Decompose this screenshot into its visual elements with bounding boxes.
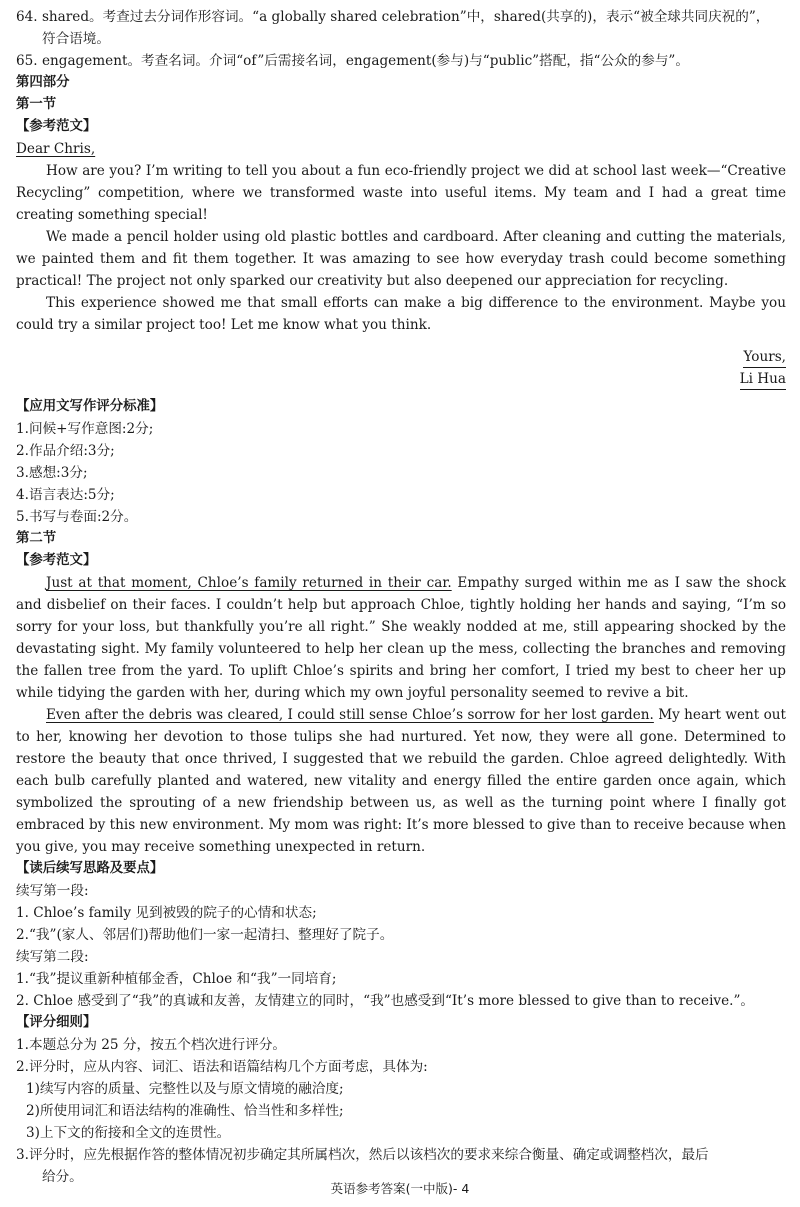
continuation-paragraph-1 [16,572,786,704]
answer-page [16,6,786,1188]
ideas-para2-title: 续写第二段: [16,949,89,965]
letter-paragraph-2: We made a pencil holder using old plastic bottles and cardboard. After cleaning and cutting the materials, we painted them and fit them together. It was amazing to see how everyday trash could become something practical! The project not only sparked our creativity but also deepened our appreciation for recycling. [16,229,786,289]
continuation-paragraph-2 [16,704,786,858]
page-footer: 英语参考答案(一中版)- 4 [330,1181,470,1196]
model-essay-label-2: 【参考范文】 [16,553,97,568]
ideas-para2-item-2: 2. Chloe 感受到了“我”的真诚和友善，友情建立的同时，“我”也感受到“It’s more blessed to give than to receive.”。 [16,993,755,1009]
letter-signature: Li Hua [740,369,786,390]
letter-paragraph-1: How are you? I’m writing to tell you about a fun eco-friendly project we did at school last week—“Creative Recycling” competition, where we transformed waste into useful items. My team and I had a great time creating something special! [16,163,786,223]
criteria-item-4: 4.语言表达:5分; [16,487,115,503]
criteria-item-5: 5.书写与卷面:2分。 [16,509,138,525]
scoring-sub-item-3: 3)上下文的衔接和全文的连贯性。 [26,1125,231,1141]
ideas-para2-item-1: 1.“我”提议重新种植郁金香，Chloe 和“我”一同培育; [16,971,337,987]
letter-paragraph-3: This experience showed me that small efforts can make a big difference to the environment. Maybe you could try a similar project too! Let me know what you think. [16,295,786,333]
answer-64: 64. shared。考查过去分词作形容词。“a globally shared celebration”中，shared(共享的)，表示“被全球共同庆祝的”， [16,9,770,25]
scoring-item-3-continued: 给分。 [42,1169,83,1185]
model-essay-label-1: 【参考范文】 [16,119,97,134]
criteria-item-1: 1.问候+写作意图:2分; [16,421,154,437]
letter-greeting: Dear Chris, [16,141,96,157]
ideas-para1-item-1: 1. Chloe’s family 见到被毁的院子的心情和状态; [16,905,317,921]
paragraph-1-body: Empathy surged within me as I saw the shock and disbelief on their faces. I couldn’t help but approach Chloe, tightly holding her hands and saying, “I’m so sorry for your loss, but thankfully you’re all right.” She weakly nodded at me, still appearing shocked by the devastating sight. My family volunteered to help her clean up the mess, collecting the branches and removing the fallen tree from the yard. To uplift Chloe’s spirits and bring her comfort, I tried my best to cheer her up while tidying the garden with her, during which my own joyful personality seemed to revive a bit. [16,575,786,701]
criteria-item-2: 2.作品介绍:3分; [16,443,115,459]
paragraph-2-given-opening: Even after the debris was cleared, I could still sense Chloe’s sorrow for her lost garden. [46,707,654,723]
letter-closing-line [16,346,786,368]
scoring-sub-item-1: 1)续写内容的质量、完整性以及与原文情境的融洽度; [26,1081,344,1097]
paragraph-2-body: My heart went out to her, knowing her devotion to those tulips she had nurtured. Yet now, they were all gone. Determined to restore the beauty that once thrived, I suggested that we rebuild the garden. Chloe agreed delightedly. With each bulb carefully planted and watered, new vitality and energy filled the entire garden once again, which symbolized the sprouting of a new friendship between us, as well as the turning point where I finally got embraced by this new environment. My mom was right: It’s more blessed to give than to receive because when you give, you may receive something unexpected in return. [16,707,786,855]
letter-closing: Yours, [743,347,786,368]
letter-signature-line [16,368,786,390]
ideas-para1-title: 续写第一段: [16,883,89,899]
criteria-label: 【应用文写作评分标准】 [16,399,164,414]
ideas-para1-item-2: 2.“我”(家人、邻居们)帮助他们一家一起清扫、整理好了院子。 [16,927,394,943]
scoring-sub-item-2: 2)所使用词汇和语法结构的准确性、恰当性和多样性; [26,1103,344,1119]
criteria-item-3: 3.感想:3分; [16,465,88,481]
answer-64-continued: 符合语境。 [42,31,110,47]
section-two-heading: 第二节 [16,531,57,546]
answer-65: 65. engagement。考查名词。介词“of”后需接名词，engagement(参与)与“public”搭配，指“公众的参与”。 [16,53,689,69]
paragraph-1-given-opening: Just at that moment, Chloe’s family returned in their car. [46,575,452,591]
scoring-item-2: 2.评分时，应从内容、词汇、语法和语篇结构几个方面考虑，具体为: [16,1059,428,1075]
part-four-heading: 第四部分 [16,75,70,90]
scoring-label: 【评分细则】 [16,1015,97,1030]
ideas-label: 【读后续写思路及要点】 [16,861,164,876]
scoring-item-1: 1.本题总分为 25 分，按五个档次进行评分。 [16,1037,287,1053]
section-one-heading: 第一节 [16,97,57,112]
scoring-item-3: 3.评分时，应先根据作答的整体情况初步确定其所属档次，然后以该档次的要求来综合衡量、确定或调整档次，最后 [16,1147,709,1163]
